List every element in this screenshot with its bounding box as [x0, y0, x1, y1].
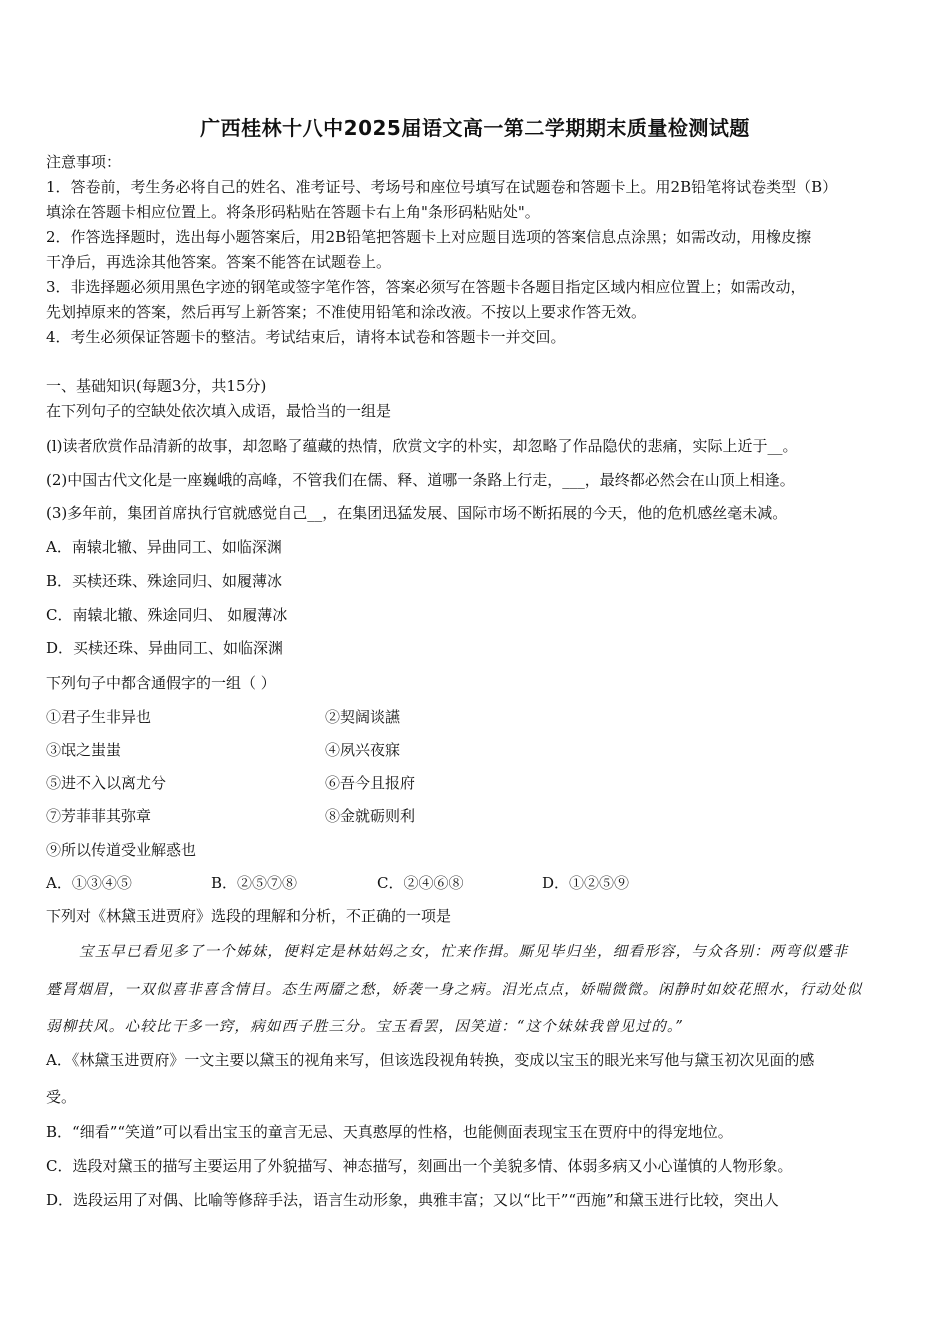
q1-option-a: A．南辕北辙、异曲同工、如临深渊: [46, 538, 282, 556]
q3-option-a: A．《林黛玉进贾府》一文主要以黛玉的视角来写，但该选段视角转换，变成以宝玉的眼光来写他与黛玉初次见面的感: [46, 1051, 815, 1069]
q3-passage-line: 宝玉早已看见多了一个姊妹，便料定是林姑妈之女，忙来作揖。厮见毕归坐，细看形容，与众各别：两弯似蹙非: [79, 944, 849, 960]
q3-option-c: C．选段对黛玉的描写主要运用了外貌描写、神态描写，刻画出一个美貌多情、体弱多病又小心谨慎的人物形象。: [46, 1157, 793, 1175]
notice-line: 1．答卷前，考生务必将自己的姓名、准考证号、考场号和座位号填写在试题卷和答题卡上。用2B铅笔将试卷类型（B）: [46, 178, 838, 196]
q3-passage-line: 蹙罥烟眉，一双似喜非喜含情目。态生两靥之愁，娇袭一身之病。泪光点点，娇喘微微。闲静时如姣花照水，行动处似: [46, 982, 863, 998]
q1-sentence: (2)中国古代文化是一座巍峨的高峰，不管我们在儒、释、道哪一条路上行走，___，最终都必然会在山顶上相逢。: [46, 471, 795, 489]
q2-item: ①君子生非异也: [46, 708, 152, 726]
q2-item: ③氓之蚩蚩: [46, 741, 122, 759]
notice-line: 填涂在答题卡相应位置上。将条形码粘贴在答题卡右上角"条形码粘贴处"。: [46, 203, 540, 221]
q2-option-c: C．②④⑥⑧: [377, 874, 464, 892]
q3-option-b: B．“细看”“笑道”可以看出宝玉的童言无忌、天真憨厚的性格，也能侧面表现宝玉在贾府中的得宠地位。: [46, 1123, 733, 1141]
q3-option-a-cont: 受。: [46, 1088, 77, 1106]
q2-item: ⑥吾今且报府: [325, 774, 416, 792]
q1-stem: 在下列句子的空缺处依次填入成语，最恰当的一组是: [46, 402, 392, 420]
notice-line: 干净后，再选涂其他答案。答案不能答在试题卷上。: [46, 253, 392, 271]
q2-option-b: B．②⑤⑦⑧: [211, 874, 298, 892]
notice-line: 3．非选择题必须用黑色字迹的钢笔或签字笔作答，答案必须写在答题卡各题目指定区域内相应位置上；如需改动，: [46, 278, 806, 296]
page-title: 广西桂林十八中2025届语文高一第二学期期末质量检测试题: [200, 116, 750, 140]
q1-option-b: B．买椟还珠、殊途同归、如履薄冰: [46, 572, 283, 590]
q2-item: ⑨所以传道受业解惑也: [46, 841, 197, 859]
notice-heading: 注意事项：: [46, 153, 122, 171]
q2-item: ④夙兴夜寐: [325, 741, 401, 759]
notice-line: 4．考生必须保证答题卡的整洁。考试结束后，请将本试卷和答题卡一并交回。: [46, 328, 566, 346]
q3-passage-line: 弱柳扶风。心较比干多一窍，病如西子胜三分。宝玉看罢，因笑道：“这个妹妹我曾见过的。”: [46, 1019, 684, 1035]
q3-option-d: D．选段运用了对偶、比喻等修辞手法，语言生动形象，典雅丰富；又以“比干”“西施”和黛玉进行比较，突出人: [46, 1191, 779, 1209]
q2-option-a: A．①③④⑤: [46, 874, 132, 892]
q2-item: ⑤进不入以离尤兮: [46, 774, 167, 792]
q2-item: ②契阔谈讌: [325, 708, 401, 726]
section-heading: 一、基础知识(每题3分，共15分): [46, 377, 267, 395]
notice-line: 先划掉原来的答案，然后再写上新答案；不准使用铅笔和涂改液。不按以上要求作答无效。: [46, 303, 647, 321]
q1-sentence: (l)读者欣赏作品清新的故事，却忽略了蕴藏的热情，欣赏文字的朴实，却忽略了作品隐伏的悲痛，实际上近于__。: [46, 437, 798, 455]
q2-item: ⑧金就砺则利: [325, 807, 416, 825]
q2-stem: 下列句子中都含通假字的一组（ ）: [46, 674, 276, 692]
q1-option-d: D．买椟还珠、异曲同工、如临深渊: [46, 639, 284, 657]
q3-stem: 下列对《林黛玉进贾府》选段的理解和分析，不正确的一项是: [46, 907, 452, 925]
q1-sentence: (3)多年前，集团首席执行官就感觉自己__，在集团迅猛发展、国际市场不断拓展的今天，他的危机感丝毫未减。: [46, 504, 788, 522]
notice-line: 2．作答选择题时，选出每小题答案后，用2B铅笔把答题卡上对应题目选项的答案信息点涂黑；如需改动，用橡皮擦: [46, 228, 812, 246]
q2-item: ⑦芳菲菲其弥章: [46, 807, 152, 825]
q2-option-d: D．①②⑤⑨: [542, 874, 630, 892]
q1-option-c: C．南辕北辙、殊途同归、 如履薄冰: [46, 606, 288, 624]
